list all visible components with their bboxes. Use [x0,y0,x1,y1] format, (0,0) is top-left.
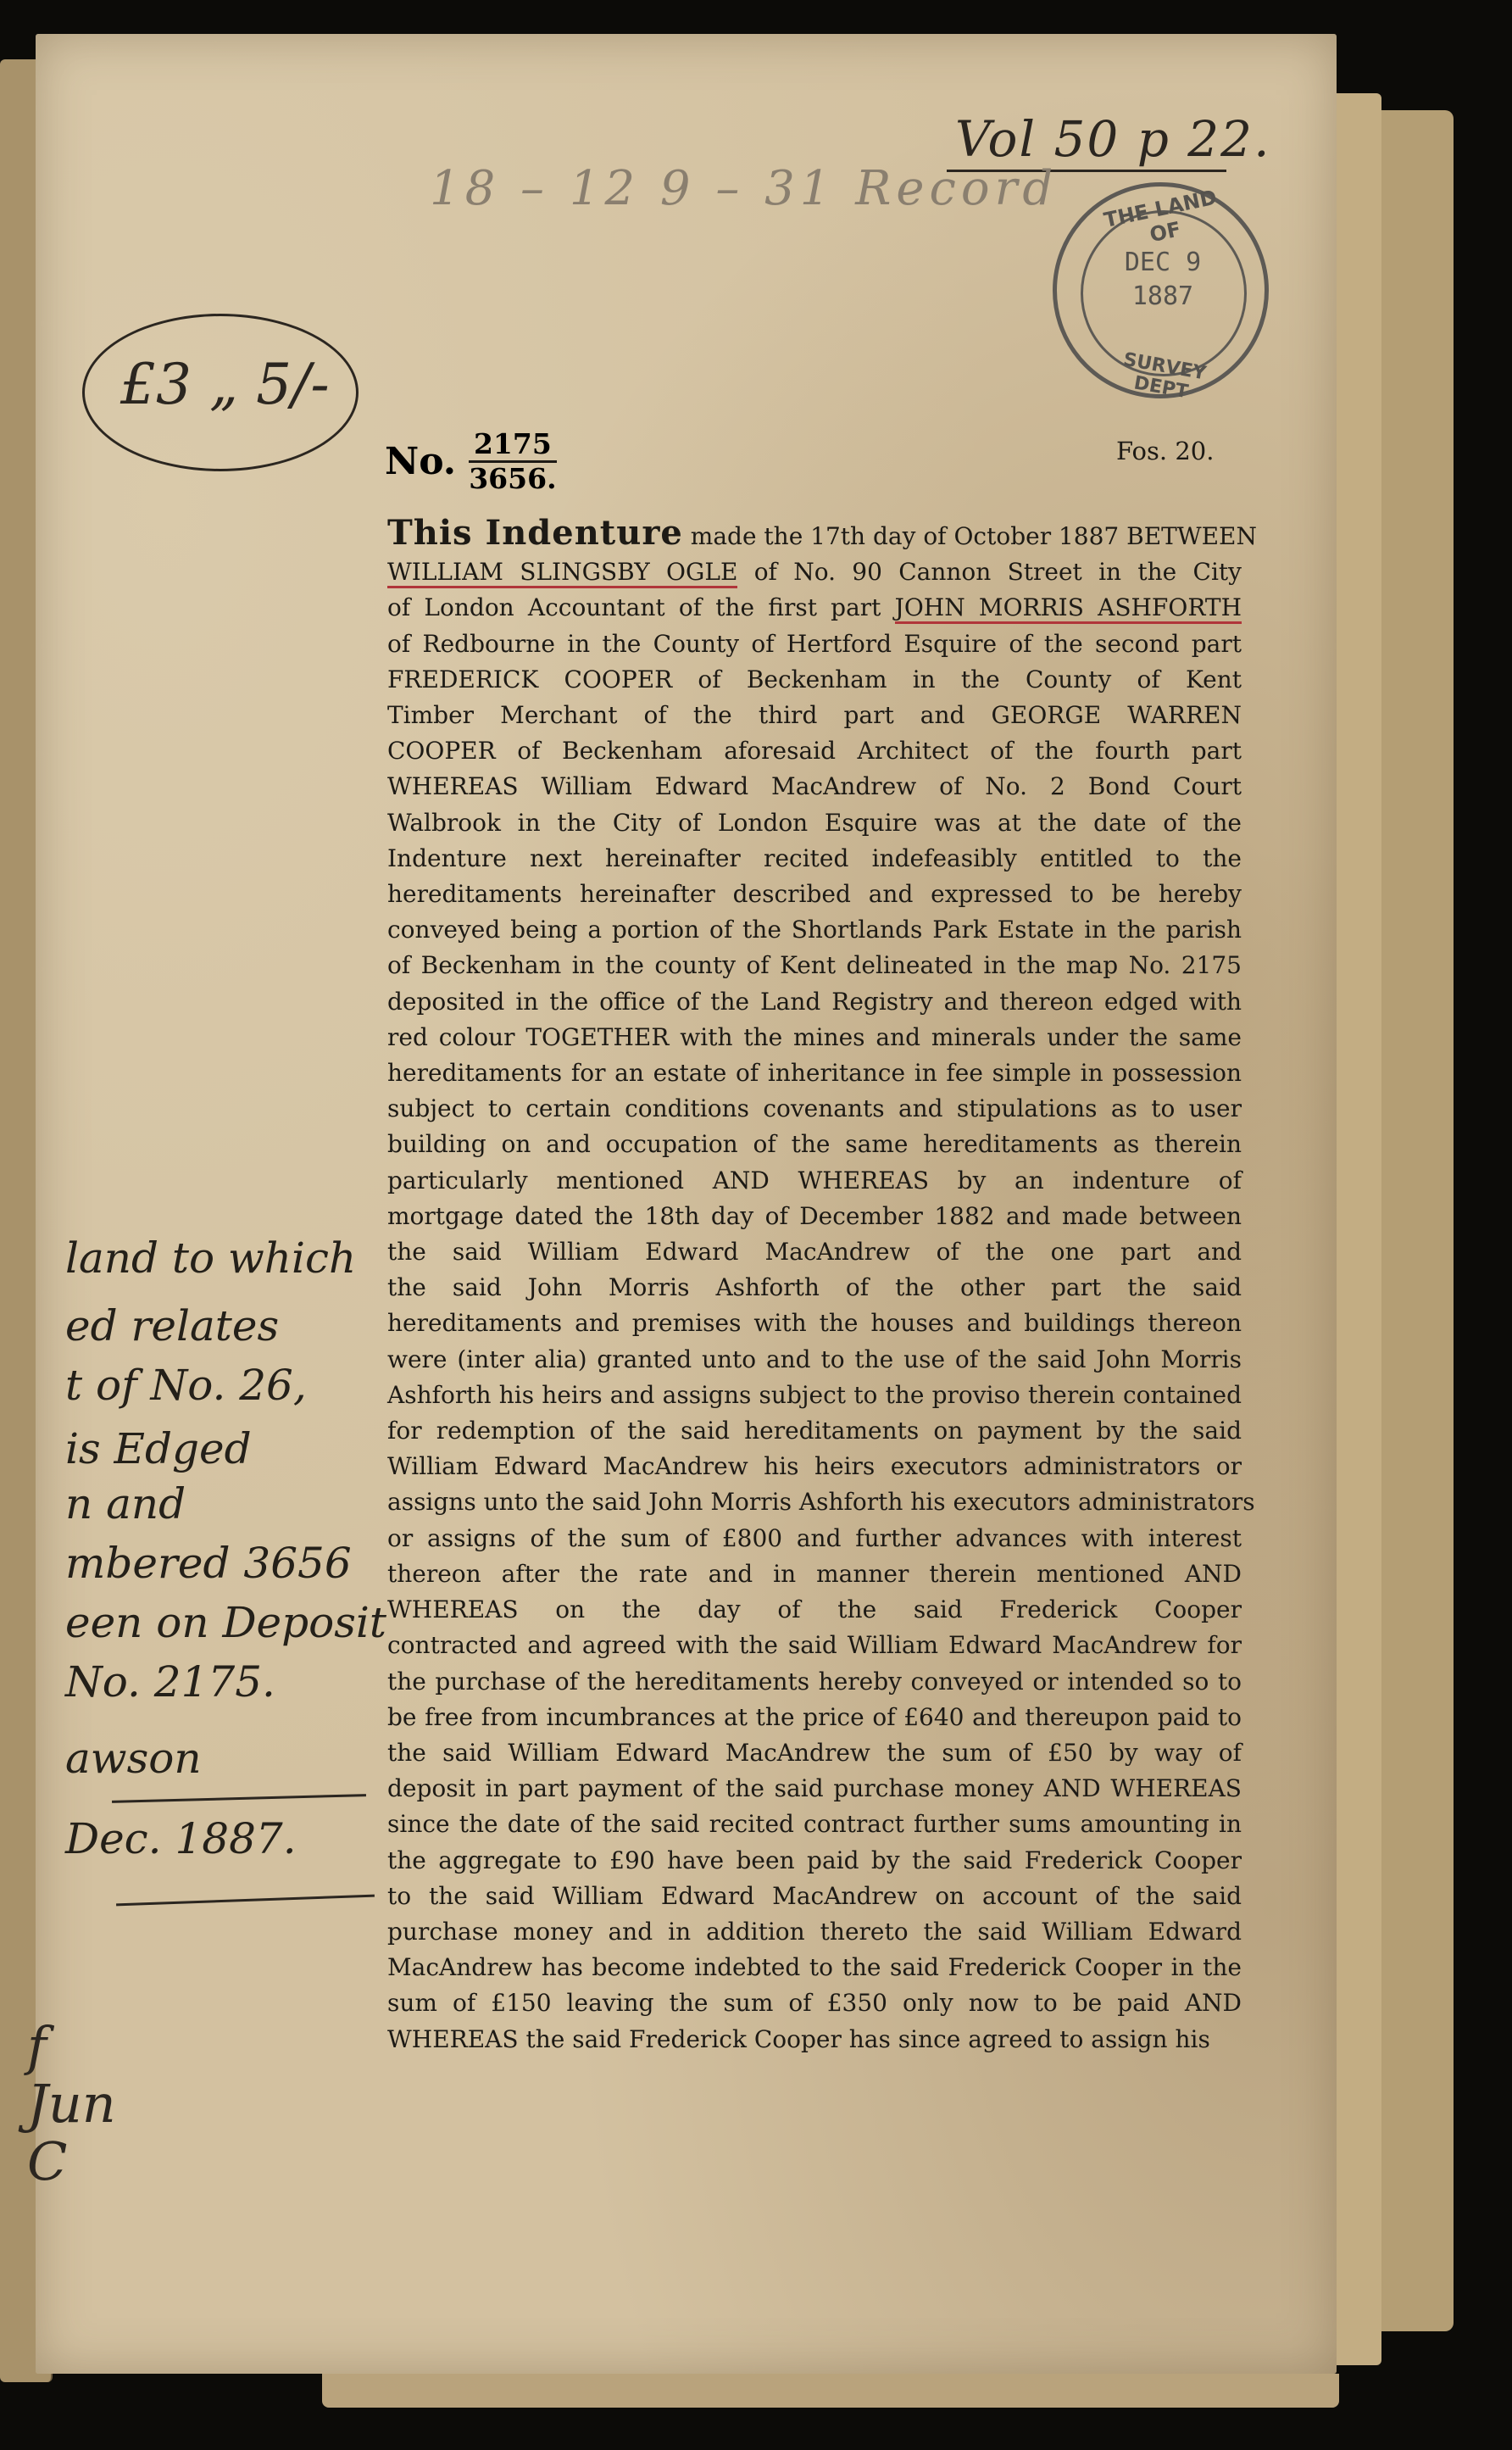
number-label: No. [385,440,457,483]
deed-line: the said William Edward MacAndrew of the one part and [387,1238,1242,1267]
deed-line: deposit in part payment of the said purchase money AND WHEREAS [387,1774,1242,1803]
deed-line: since the date of the said recited contract further sums amounting in [387,1810,1242,1839]
deed-line: of Redbourne in the County of Hertford Esquire of the second part [387,629,1242,658]
deed-number [385,428,557,495]
deed-line: the said John Morris Ashforth of the other part the said [387,1273,1242,1302]
stamp-date-day: DEC 9 [1124,248,1202,277]
file-number: 3656. [469,462,557,495]
deed-line: to the said William Edward MacAndrew on account of the said [387,1881,1242,1910]
left-edge-scribble: f Jun C [27,2015,116,2192]
deed-line: Timber Merchant of the third part and GEORGE WARREN [387,701,1242,730]
deed-line: WHEREAS on the day of the said Frederick Cooper [387,1595,1242,1624]
party-first: WILLIAM SLINGSBY OGLE [387,558,737,588]
deed-line: were (inter alia) granted unto and to the use of the said John Morris [387,1345,1242,1373]
deed-line: WHEREAS William Edward MacAndrew of No. 2 Bond Court [387,772,1242,801]
opening-word: This Indenture [387,513,683,553]
folios-count: Fos. 20. [1116,437,1215,465]
party-second: JOHN MORRIS ASHFORTH [895,593,1242,624]
deed-line: hereditaments for an estate of inheritance in fee simple in possession [387,1059,1242,1088]
deed-line: COOPER of Beckenham aforesaid Architect of the fourth part [387,737,1242,766]
deed-line: thereon after the rate and in manner therein mentioned AND [387,1559,1242,1588]
stamp-top-text: THE LAND OF [1102,185,1220,248]
deed-line: Walbrook in the City of London Esquire was at the date of the [387,808,1242,837]
deed-line: the purchase of the hereditaments hereby conveyed or intended so to [387,1667,1242,1696]
stamp-bottom-text: SURVEY DEPT [1121,348,1208,404]
land-registry-stamp [1053,182,1269,404]
deed-page [27,34,1337,2374]
stamp-date-year: 1887 [1131,281,1194,311]
underlying-bottom-sheet [322,2374,1339,2408]
deed-line: assigns unto the said John Morris Ashforth his executors administrators [387,1488,1255,1517]
deed-line: MacAndrew has become indebted to the said Frederick Cooper in the [387,1953,1242,1982]
deed-line: of Beckenham in the county of Kent delineated in the map No. 2175 [387,951,1242,980]
fee-amount: £3 „ 5/- [120,352,330,417]
margin-note-line: t of No. 26, [65,1361,307,1410]
margin-note-line: No. 2175. [65,1657,275,1707]
deed-line: particularly mentioned AND WHEREAS by an indenture of [387,1166,1242,1194]
deed-line: FREDERICK COOPER of Beckenham in the County of Kent [387,665,1242,693]
deed-line: William Edward MacAndrew his heirs executors administrators or [387,1452,1242,1481]
deed-line: contracted and agreed with the said William Edward MacAndrew for [387,1631,1242,1660]
deed-line: subject to certain conditions covenants and stipulations as to user [387,1094,1242,1123]
margin-note-line: n and [65,1479,186,1528]
stamp-date [1099,246,1226,314]
deed-line: purchase money and in addition thereto the said William Edward [387,1917,1242,1946]
deed-line: hereditaments hereinafter described and expressed to be hereby [387,880,1242,909]
deed-line: WILLIAM SLINGSBY OGLE of No. 90 Cannon Street in the City [387,554,1242,590]
number-fraction [469,428,556,495]
deed-line: of London Accountant of the first part JOHN MORRIS ASHFORTH [387,590,1242,626]
deed-line: Ashforth his heirs and assigns subject to the proviso therein contained [387,1380,1242,1409]
deed-line: deposited in the office of the Land Registry and thereon edged with [387,987,1242,1016]
deed-line: the aggregate to £90 have been paid by the said Frederick Cooper [387,1846,1242,1874]
deed-line: hereditaments and premises with the houses and buildings thereon [387,1309,1242,1338]
deed-line: This Indenture made the 17th day of October 1887 BETWEEN [387,513,1257,553]
deed-line: building on and occupation of the same hereditaments as therein [387,1130,1242,1159]
deed-line: the said William Edward MacAndrew the sum of £50 by way of [387,1738,1242,1767]
deed-line: red colour TOGETHER with the mines and minerals under the same [387,1022,1242,1051]
deed-line: Indenture next hereinafter recited indefeasibly entitled to the [387,844,1242,872]
deed-body [387,513,1257,2057]
deed-line: mortgage dated the 18th day of December 1882 and made between [387,1201,1242,1230]
margin-note-line: is Edged [65,1424,252,1473]
margin-note-line: ed relates [65,1301,280,1350]
map-number: 2175 [469,428,556,463]
deed-line: or assigns of the sum of £800 and further advances with interest [387,1523,1242,1552]
volume-reference: Vol 50 p 22. [955,110,1271,168]
margin-note-line: awson [65,1734,202,1783]
deed-line: be free from incumbrances at the price of £640 and thereupon paid to [387,1702,1242,1731]
margin-note-line: land to which [65,1233,357,1283]
margin-rule [116,1895,375,1907]
deed-line: sum of £150 leaving the sum of £350 only now to be paid AND [387,1989,1242,2018]
margin-note-line: mbered 3656 [65,1539,352,1588]
margin-note-line: een on Deposit [65,1598,387,1647]
margin-note-line: Dec. 1887. [65,1814,297,1863]
pencil-record-note: 18 – 12 9 – 31 Record [430,161,1059,216]
deed-line: WHEREAS the said Frederick Cooper has since agreed to assign his [387,2024,1210,2053]
deed-line: for redemption of the said hereditaments on payment by the said [387,1417,1242,1445]
deed-line: conveyed being a portion of the Shortlands Park Estate in the parish [387,916,1242,944]
margin-rule [112,1794,366,1803]
